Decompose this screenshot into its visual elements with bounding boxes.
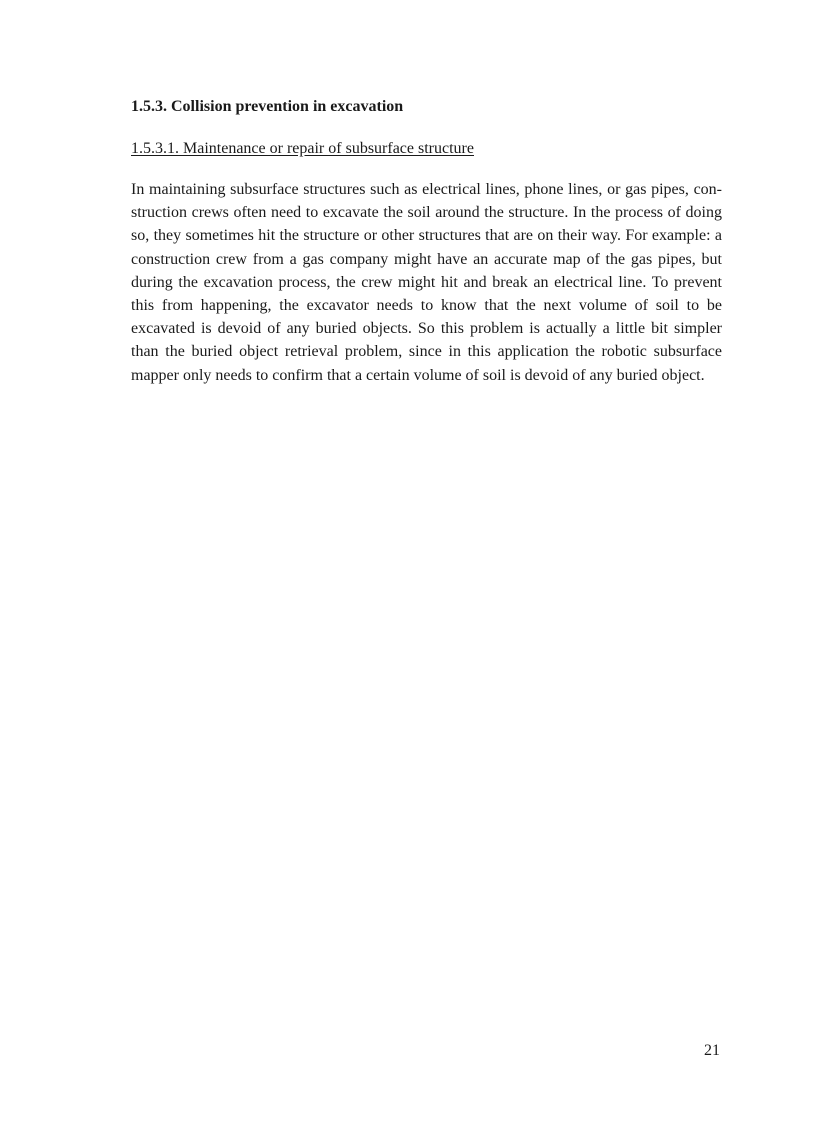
body-paragraph: In maintaining subsurface structures such as electrical lines, phone lines, or gas pipes, construction crews often need to excavate the soil around the structure. In the process of doing so, they sometimes hit the structure or other structures that are on their way. For example: a construction crew from a gas company might have an accurate map of the gas pipes, but during the excavation process, the crew might hit and break an electrical line. To prevent this from happening, the excavator needs to know that the next volume of soil to be excavated is devoid of any buried objects. So this problem is actually a little bit simpler than the buried object retrieval problem, since in this application the robotic subsurface mapper only needs to confirm that a certain volume of soil is devoid of any buried object.	[131, 181, 722, 384]
page-number: 21	[704, 1042, 720, 1059]
section-heading: 1.5.3. Collision prevention in excavation	[131, 98, 404, 115]
subsection-heading: 1.5.3.1. Maintenance or repair of subsurface structure	[131, 140, 474, 157]
